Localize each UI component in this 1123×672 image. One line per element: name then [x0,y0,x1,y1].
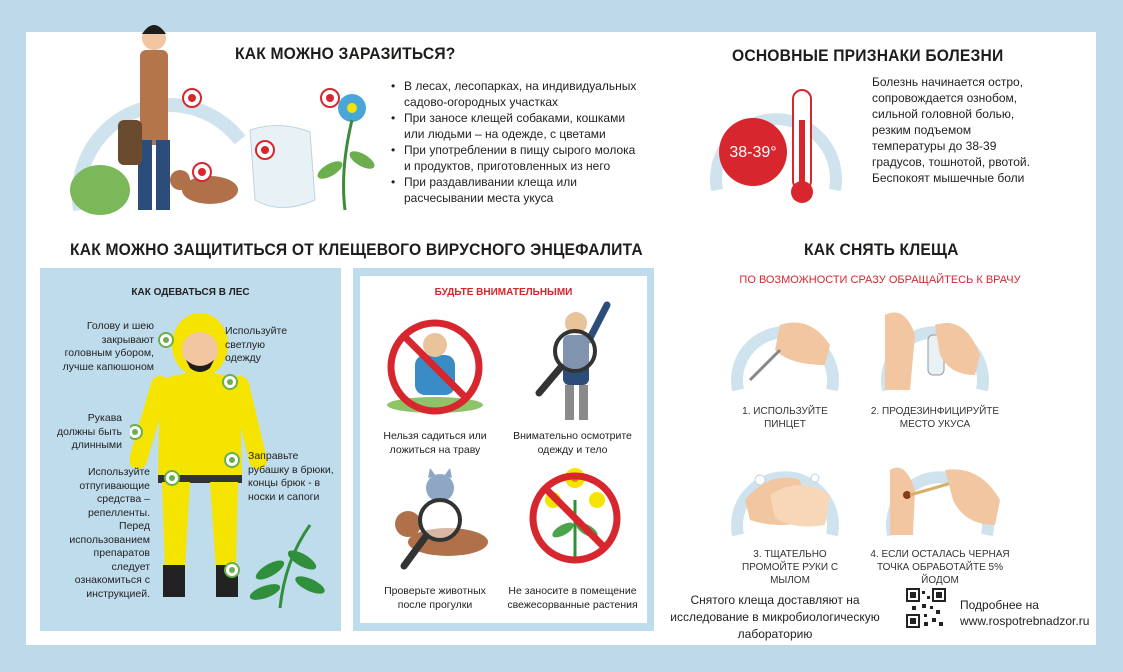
no-sitting-grass-icon [385,305,485,415]
iodine-step-icon [885,440,1005,540]
lab-note: Снятого клеща доставляют на исследование в микробиологическую лабораторию [670,593,880,641]
infection-item: • При раздавливании клеща или расчесывании места укуса [391,174,641,206]
more-info-link[interactable]: www.rospotrebnadzor.ru [960,614,1090,628]
wash-hands-step-icon [730,440,840,540]
tip-inspect: Внимательно осмотрите одежду и тело [513,430,632,456]
step-1: 1. ИСПОЛЬЗУЙТЕ ПИНЦЕТ [742,406,828,430]
infection-item: • В лесах, лесопарках, на индивидуальных садово-огородных участках [391,78,641,110]
tip-no-plants: Не заносите в помещение свежесорванные растения [507,585,638,611]
check-pets-icon [378,460,498,580]
tip-light-clothes: Используйте светлую одежду [225,325,288,364]
qr-code-icon[interactable] [906,588,946,628]
temperature-value: 38-39° [729,144,777,161]
infection-title: КАК МОЖНО ЗАРАЗИТЬСЯ? [235,44,456,63]
inspect-body-icon [525,295,625,425]
symptoms-text: Болезнь начинается остро, сопровождается ознобом, сильной головной болью, резким подъемом температуры до 38-39 градусов, тошнотой, рвотой. Беспокоят мышечные боли [872,75,1030,185]
more-info-label: Подробнее на [960,598,1039,612]
tip-head: Голову и шею закрывают головным убором, лучше капюшоном [62,320,154,373]
disinfect-step-icon [880,295,990,395]
step-4: 4. ЕСЛИ ОСТАЛАСЬ ЧЕРНАЯ ТОЧКА ОБРАБОТАЙТЕ 5% ЙОДОМ [870,549,1010,586]
remove-title: КАК СНЯТЬ КЛЕЩА [804,240,959,259]
attention-title: БУДЬТЕ ВНИМАТЕЛЬНЫМИ [434,287,573,298]
infection-list [391,78,641,206]
tip-tuck-in: Заправьте рубашку в брюки, концы брюк - в носки и сапоги [248,450,334,503]
fern-plant-icon [240,520,335,610]
step-2: 2. ПРОДЕЗИНФИЦИРУЙТЕ МЕСТО УКУСА [870,406,1000,430]
tweezers-step-icon [730,295,840,395]
tip-check-pets: Проверьте животных после прогулки [384,585,486,611]
symptoms-title: ОСНОВНЫЕ ПРИЗНАКИ БОЛЕЗНИ [732,46,1004,65]
no-plants-icon [525,460,625,570]
infection-item: • При заносе клещей собаками, кошками или людьми – на одежде, с цветами [391,110,641,142]
tip-repellent: Используйте отпугивающие средства – репелленты. Перед использованием препаратов следует ознакомиться с инструкцией. [69,466,150,600]
remove-subtitle: ПО ВОЗМОЖНОСТИ СРАЗУ ОБРАЩАЙТЕСЬ К ВРАЧУ [739,274,1021,286]
tip-sleeves: Рукава должны быть длинными [57,412,122,451]
dress-title: КАК ОДЕВАТЬСЯ В ЛЕС [131,287,250,298]
tip-no-grass: Нельзя садиться или ложиться на траву [383,430,487,456]
protect-title: КАК МОЖНО ЗАЩИТИТЬСЯ ОТ КЛЕЩЕВОГО ВИРУСНОГО ЭНЦЕФАЛИТА [70,240,643,259]
step-3: 3. ТЩАТЕЛЬНО ПРОМОЙТЕ РУКИ С МЫЛОМ [741,549,839,586]
infection-item: • При употреблении в пищу сырого молока и продуктов, приготовленных из него [391,142,641,174]
